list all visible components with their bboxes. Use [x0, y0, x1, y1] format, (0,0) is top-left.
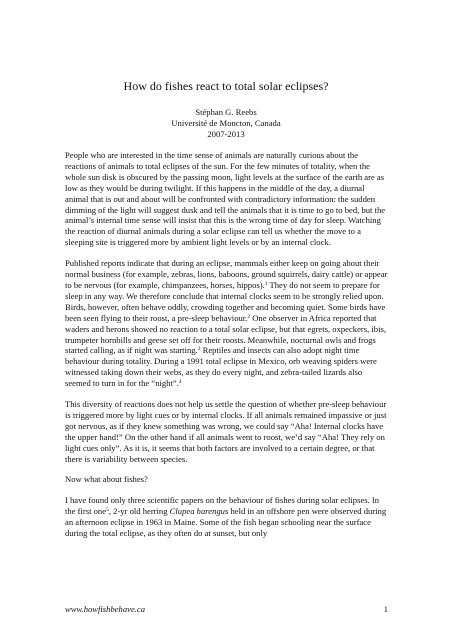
author-affiliation: Université de Moncton, Canada	[171, 118, 281, 128]
paragraph-2-part-b: They do not seem to prepare for sleep in any way. We therefore conclude that internal clocks seem to be strongly relied upon. Birds, however, often behave oddly, crowding together and becoming quiet. Some birds have been seen flying to their roost, a pre-sleep behaviour.	[65, 279, 386, 323]
paragraph-2-part-c: One observer in Africa reported that waders and herons showed no reaction to a total solar eclipse, but that egrets, oxpeckers, ibis, trumpeter hornbills and geese set off for their roosts. Meanwhile, nocturnal owls and frogs started calling, as if night was starting.	[65, 312, 386, 356]
paragraph-5-part-c: held in an offshore pen were observed during an afternoon eclipse in 1963 in Maine. Some of the fish began schooling near the surface during the total eclipse, as they often do at sunset, but only	[65, 506, 387, 539]
species-name: Clupea harengus	[169, 506, 229, 517]
paragraph-1	[65, 150, 388, 248]
page-footer	[65, 604, 388, 615]
paragraph-3-text: This diversity of reactions does not help us settle the question of whether pre-sleep behaviour is triggered more by light cues or by internal clocks. If all animals remained impassive or just got nervous, as if they knew something was wrong, we could say “Aha! Internal clocks have the upper hand!” On the other hand if all animals went to roost, we’d say “Aha! They rely on light cues only”. As it is, it seems that both factors are involved to a certain degree, or that there is variability between species.	[65, 399, 387, 464]
footer-url: www.howfishbehave.ca	[65, 604, 146, 614]
paragraph-2	[65, 258, 388, 389]
document-title: How do fishes react to total solar eclipses?	[123, 79, 329, 93]
publication-years: 2007-2013	[207, 129, 245, 139]
paragraph-5	[65, 495, 388, 539]
reference-4: 4	[178, 379, 182, 386]
paragraph-4	[65, 474, 388, 485]
paragraph-4-text: Now what about fishes?	[65, 474, 148, 485]
paragraph-5-part-a: I have found only three scientific papers on the behaviour of fishes during solar eclipses. In the first one	[65, 495, 380, 517]
byline	[0, 107, 452, 140]
author-name: Stéphan G. Reebs	[195, 107, 257, 117]
reference-2: 2	[247, 313, 251, 320]
paragraph-2-text	[65, 258, 388, 389]
reference-1: 1	[264, 280, 268, 287]
reference-5: 5	[106, 507, 109, 514]
reference-3: 3	[197, 346, 201, 353]
paragraph-5-text	[65, 495, 388, 539]
page-number: 1	[383, 604, 388, 614]
body-text	[65, 150, 388, 549]
paragraph-2-part-a: Published reports indicate that during an eclipse, mammals either keep on going about their normal business (for example, zebras, lions, baboons, ground squirrels, dairy cattle) or appear to be nervous (for example, chimpanzees, horses, hippos).	[65, 258, 388, 290]
paragraph-5-part-b: , 2-yr old herring	[108, 506, 170, 517]
paragraph-1-text: People who are interested in the time sense of animals are naturally curious about the reactions of animals to total eclipses of the sun. For the few minutes of totality, when the whole sun disk is obscured by the passing moon, light levels at the surface of the earth are as low as they would be during twilight. If this happens in the middle of the day, a diurnal animal that is out and about will be confronted with contradictory information: the sudden dimming of the light will suggest dusk and tell the animals that it is time to go to bed, but the animal’s internal time sense will insist that this is the wrong time of day for sleep. Watching the reaction of diurnal animals during a solar eclipse can tell us whether the move to a sleeping site is triggered more by ambient light levels or by an internal clock.	[65, 150, 386, 248]
paragraph-3	[65, 399, 388, 464]
paragraph-2-part-d: Reptiles and insects can also adopt night time behaviour during totality. During a 1991 total eclipse in Mexico, orb weaving spiders were witnessed taking down their webs, as they do every night, and zebra-tailed lizards also seemed to turn in for the “night”.	[65, 345, 377, 389]
